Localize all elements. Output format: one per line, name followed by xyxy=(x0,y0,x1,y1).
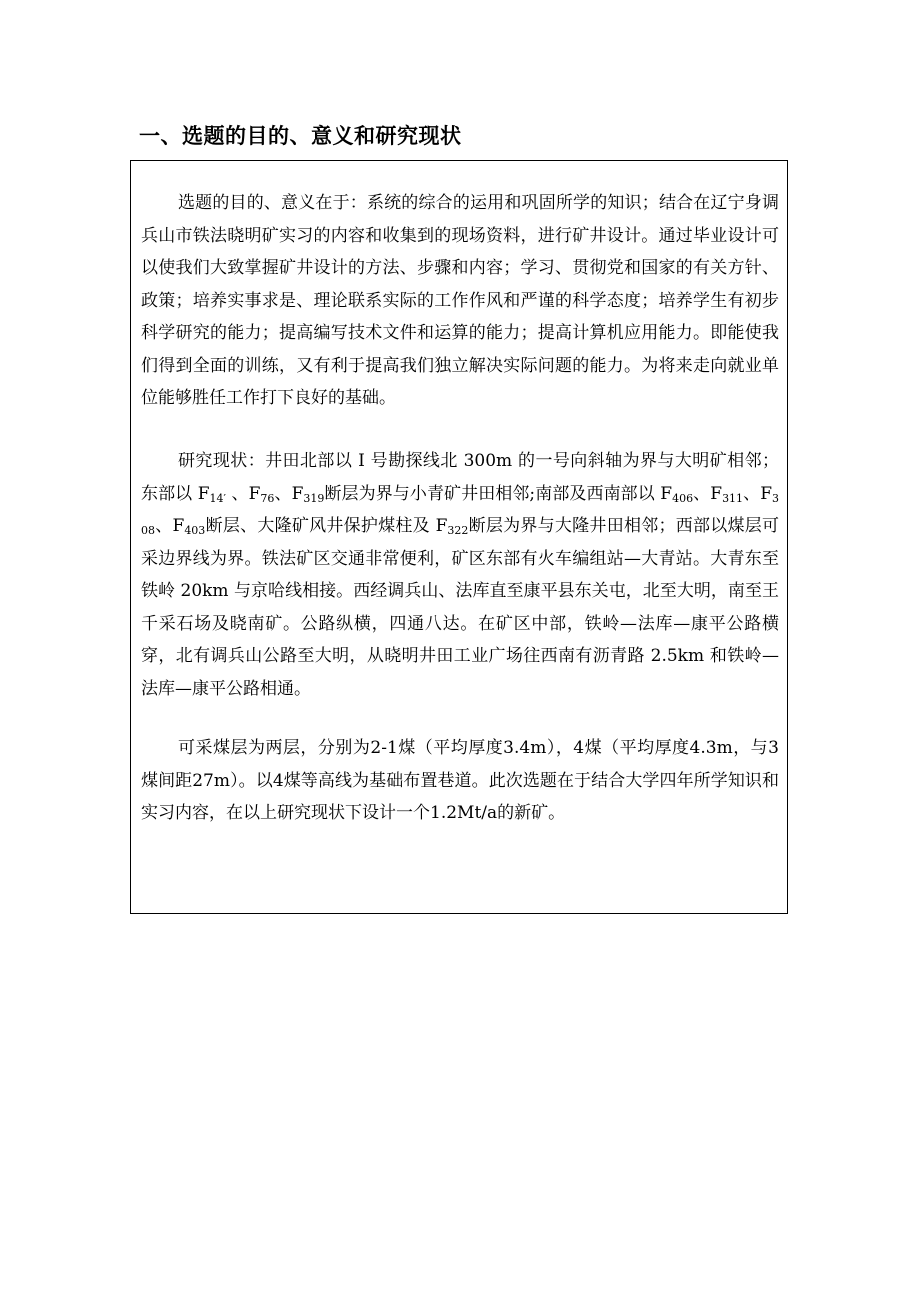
research-text-2: 、F xyxy=(226,483,261,504)
coal-seam-paragraph: 可采煤层为两层，分别为2-1煤（平均厚度3.4m），4煤（平均厚度4.3m，与3煤间距27m）。以4煤等高线为基础布置巷道。此次选题在于结合大学四年所学知识和实习内容，在以上研究现状下设计一个1.2Mt/a的新矿。 xyxy=(141,738,779,823)
fault-subscript: 319 xyxy=(303,491,325,505)
research-text-6: 、F xyxy=(743,483,773,504)
fault-subscript: 14′ xyxy=(209,491,227,505)
fault-subscript: 308 xyxy=(141,491,780,537)
research-text-8: 断层、大隆矿风井保护煤柱及 F xyxy=(205,516,448,536)
research-status-paragraph xyxy=(141,445,779,705)
research-text-9: 断层为界与大隆井田相邻；西部以煤层可采边界线为界。铁法矿区交通非常便利，矿区东部有火车编组站—大青站。大青东至铁岭 20km 与京哈线相接。西经调兵山、法库直至康平县东关屯，北至大明，南至王千采石场及晓南矿。公路纵横，四通八达。在矿区中部，铁岭—法库—康平公路横穿，北有调兵山公路至大明，从晓明井田工业广场往西南有沥青路 2.5km 和铁岭—法库—康平公路相通。 xyxy=(141,516,780,699)
fault-subscript: 406 xyxy=(672,491,694,505)
research-text-1: 研究现状：井田北部以 I 号勘探线北 300m 的一号向斜轴为界与大明矿相邻；东部以 F xyxy=(141,451,779,504)
research-text-3: 、F xyxy=(274,483,304,504)
fault-subscript: 403 xyxy=(184,524,206,537)
research-text-5: 、F xyxy=(693,483,723,504)
section-heading: 一、选题的目的、意义和研究现状 xyxy=(139,124,462,148)
fault-subscript: 311 xyxy=(722,491,744,505)
purpose-paragraph: 选题的目的、意义在于：系统的综合的运用和巩固所学的知识；结合在辽宁身调兵山市铁法晓明矿实习的内容和收集到的现场资料，进行矿井设计。通过毕业设计可以使我们大致掌握矿井设计的方法、步骤和内容；学习、贯彻党和国家的有关方针、政策；培养实事求是、理论联系实际的工作作风和严谨的科学态度；培养学生有初步科学研究的能力；提高编写技术文件和运算的能力；提高计算机应用能力。即能使我们得到全面的训练，又有利于提高我们独立解决实际问题的能力。为将来走向就业单位能够胜任工作打下良好的基础。 xyxy=(141,193,779,408)
research-text-4: 断层为界与小青矿井田相邻;南部及西南部以 F xyxy=(324,483,673,504)
research-text-7: 、F xyxy=(155,516,185,536)
fault-subscript: 76 xyxy=(260,491,275,505)
fault-subscript: 322 xyxy=(447,524,469,537)
content-box xyxy=(130,160,788,914)
